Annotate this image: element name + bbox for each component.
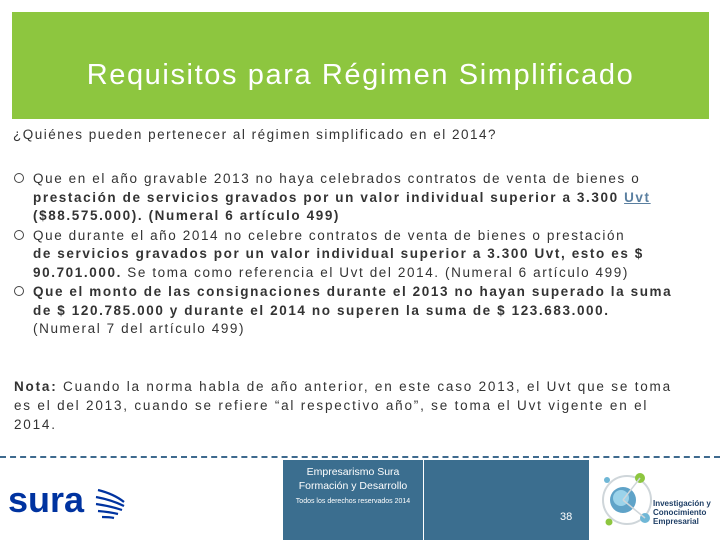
bullet-circle-icon — [14, 230, 24, 240]
molecule-icon — [603, 473, 651, 526]
footer-org-box — [283, 460, 423, 540]
footer-divider — [0, 456, 720, 458]
sura-logo — [6, 476, 131, 524]
note-line — [14, 377, 704, 396]
requirement-item — [14, 170, 704, 226]
requirement-text: 90.701.000. — [33, 264, 122, 280]
investigacion-logo — [595, 462, 715, 538]
note-line: es el del 2013, cuando se refiere “al respectivo año”, se toma el Uvt vigente en el — [14, 398, 649, 413]
org-department: Formación y Desarrollo — [298, 480, 408, 492]
note-block — [14, 377, 704, 434]
requirement-line: (Numeral 7 del artículo 499) — [33, 321, 246, 336]
requirement-line — [33, 189, 704, 208]
requirement-line: Que el monto de las consignaciones durante el 2013 no hayan superado la suma — [33, 284, 673, 299]
requirement-line: de servicios gravados por un valor individual superior a 3.300 Uvt, esto es $ — [33, 246, 644, 261]
requirement-line: ($88.575.000). (Numeral 6 artículo 499) — [33, 208, 341, 223]
note-text: Cuando la norma habla de año anterior, en este caso 2013, el Uvt que se toma — [57, 379, 672, 394]
question-text: ¿Quiénes pueden pertenecer al régimen simplificado en el 2014? — [13, 127, 497, 142]
org-name: Empresarismo Sura — [306, 466, 400, 478]
bullet-circle-icon — [14, 286, 24, 296]
uvt-link[interactable]: Uvt — [624, 189, 651, 205]
requirement-item — [14, 283, 704, 339]
requirement-line: de $ 120.785.000 y durante el 2014 no superen la suma de $ 123.683.000. — [33, 302, 610, 318]
requirement-line: Que en el año gravable 2013 no haya celebrados contratos de venta de bienes o — [33, 171, 641, 186]
rights-text: Todos los derechos reservados 2014 — [295, 498, 411, 505]
note-line: 2014. — [14, 417, 57, 432]
requirement-item — [14, 227, 704, 283]
title-banner — [12, 12, 709, 119]
note-label: Nota: — [14, 379, 58, 394]
research-logo-line: Investigación y — [653, 499, 711, 508]
bullet-circle-icon — [14, 173, 24, 183]
requirements-list — [14, 170, 704, 340]
footer-page-box — [424, 460, 589, 540]
slide-title: Requisitos para Régimen Simplificado — [86, 59, 635, 91]
research-logo-line: Empresarial — [653, 517, 699, 526]
requirement-line — [33, 264, 704, 283]
page-number: 38 — [560, 511, 573, 523]
research-logo-line: Conocimiento — [653, 508, 707, 517]
requirement-text: prestación de servicios gravados por un valor individual superior a 3.300 — [33, 189, 625, 205]
requirement-text: Se toma como referencia el Uvt del 2014. (Numeral 6 artículo 499) — [121, 264, 629, 280]
sura-wings-icon — [96, 490, 124, 518]
sura-logo-text: sura — [8, 479, 85, 520]
requirement-line: Que durante el año 2014 no celebre contratos de venta de bienes o prestación — [33, 227, 626, 243]
